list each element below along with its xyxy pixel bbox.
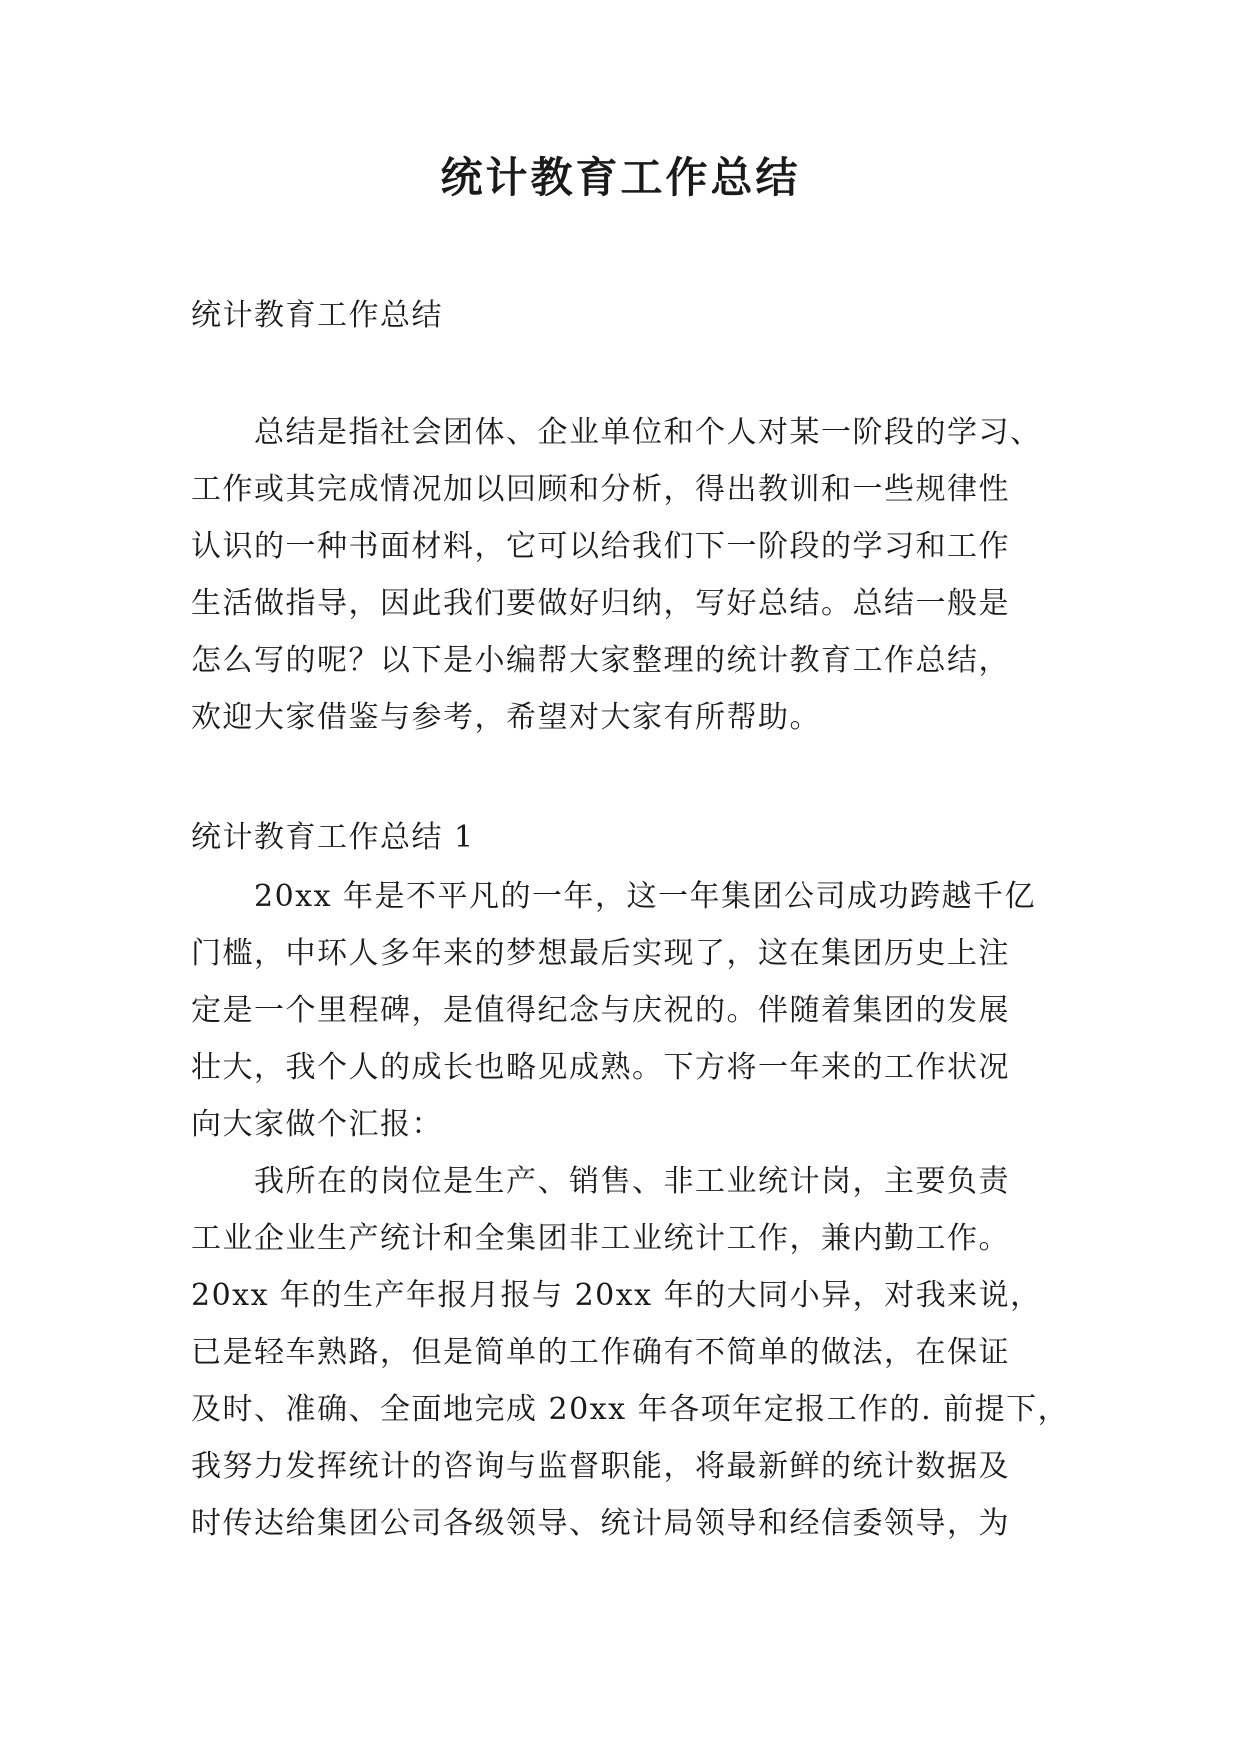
paragraph-line: 我所在的岗位是生产、销售、非工业统计岗，主要负责: [254, 1164, 1010, 1199]
document-subtitle: 统计教育工作总结: [191, 298, 443, 333]
intro-line: 总结是指社会团体、企业单位和个人对某一阶段的学习、: [254, 415, 1042, 450]
intro-line: 认识的一种书面材料，它可以给我们下一阶段的学习和工作: [191, 529, 1010, 564]
intro-line: 生活做指导，因此我们要做好归纳，写好总结。总结一般是: [191, 586, 1010, 621]
paragraph-line: 定是一个里程碑，是值得纪念与庆祝的。伴随着集团的发展: [191, 993, 1010, 1028]
paragraph-line: 向大家做个汇报：: [191, 1107, 443, 1142]
paragraph-line: 及时、准确、全面地完成 20xx 年各项年定报工作的. 前提下，: [191, 1392, 1070, 1427]
paragraph-line: 壮大，我个人的成长也略见成熟。下方将一年来的工作状况: [191, 1050, 1010, 1085]
section-heading: 统计教育工作总结 1: [191, 820, 475, 855]
intro-line: 工作或其完成情况加以回顾和分析，得出教训和一些规律性: [191, 472, 1010, 507]
paragraph-line: 已是轻车熟路，但是简单的工作确有不简单的做法，在保证: [191, 1335, 1010, 1370]
paragraph-line: 时传达给集团公司各级领导、统计局领导和经信委领导，为: [191, 1506, 1010, 1541]
paragraph-line: 20xx 年的生产年报月报与 20xx 年的大同小异，对我来说，: [191, 1278, 1042, 1313]
paragraph-line: 工业企业生产统计和全集团非工业统计工作，兼内勤工作。: [191, 1221, 1010, 1256]
document-title: 统计教育工作总结: [440, 153, 801, 202]
intro-line: 欢迎大家借鉴与参考，希望对大家有所帮助。: [191, 700, 821, 735]
paragraph-line: 门槛，中环人多年来的梦想最后实现了，这在集团历史上注: [191, 936, 1010, 971]
paragraph-line: 20xx 年是不平凡的一年，这一年集团公司成功跨越千亿: [254, 879, 1037, 914]
paragraph-line: 我努力发挥统计的咨询与监督职能，将最新鲜的统计数据及: [191, 1449, 1010, 1484]
intro-line: 怎么写的呢？以下是小编帮大家整理的统计教育工作总结，: [191, 643, 1010, 678]
